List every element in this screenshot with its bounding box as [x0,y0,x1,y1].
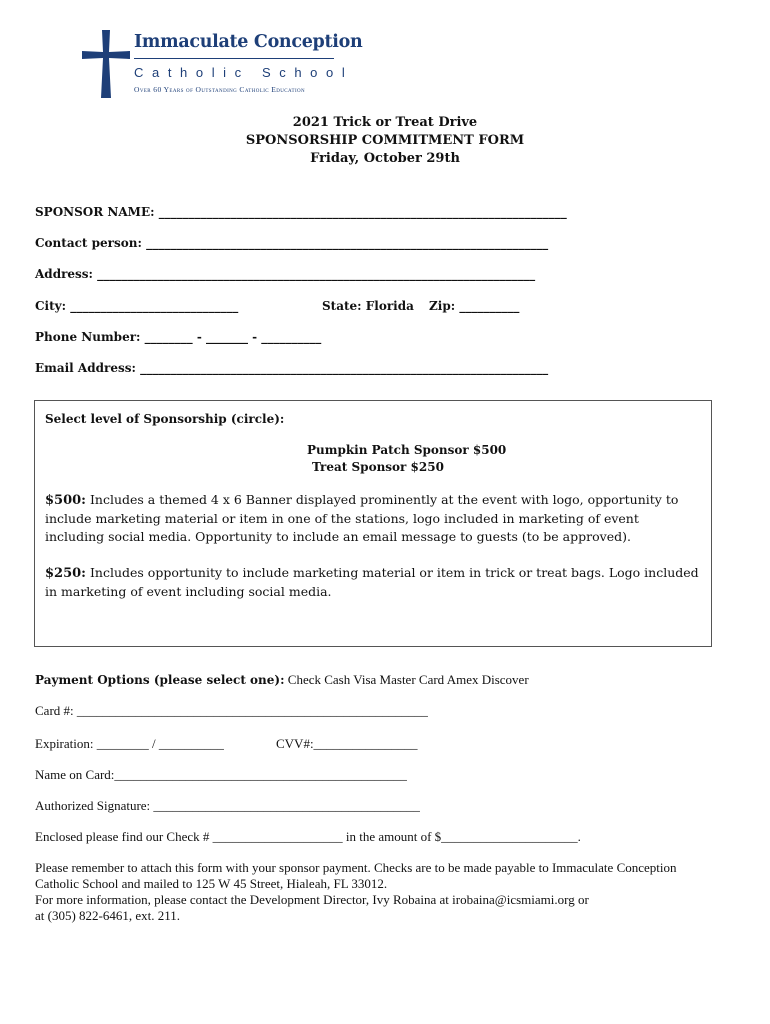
expiration-field[interactable]: Expiration: ________ / __________ [35,736,224,751]
logo-tagline: Over 60 Years of Outstanding Catholic Education [134,85,306,94]
note-line4: at (305) 822-6461, ext. 211. [35,908,181,923]
card-number-field[interactable]: Card #: ______________________________________________________ [35,703,428,718]
event-title: 2021 Trick or Treat Drive [292,115,478,130]
sponsorship-box-title: Select level of Sponsorship (circle): [45,412,285,426]
pumpkin-patch-sponsor-option[interactable]: Pumpkin Patch Sponsor $500 [307,443,507,457]
zip-field[interactable]: Zip: __________ [429,299,520,313]
desc-500-line1: Includes a themed 4 x 6 Banner displayed prominently at the event with logo, opportunity to [89,492,679,507]
cvv-field[interactable]: CVV#:________________ [276,736,418,751]
payment-options-list[interactable]: Check Cash Visa Master Card Amex Discover [287,672,529,687]
desc-250-line1: Includes opportunity to include marketing material or item in trick or treat bags. Logo included [89,565,699,580]
form-header [0,114,770,168]
treat-sponsor-option[interactable]: Treat Sponsor $250 [312,460,444,474]
event-date: Friday, October 29th [310,151,460,166]
logo-name: Immaculate Conception [134,32,363,52]
contact-person-field[interactable]: Contact person: ___________________________________________________________________ [35,236,549,250]
address-field[interactable]: Address: _________________________________________________________________________ [35,267,536,281]
instructions-note [35,860,735,924]
phone-field[interactable]: Phone Number: ________ - _______ - __________ [35,330,322,344]
desc-250-line2: in marketing of event including social media. [45,584,332,599]
desc-500-amount: $500: [45,493,86,508]
state-field: State: Florida [322,299,414,313]
logo-subtitle: Catholic School [134,65,354,80]
name-on-card-field[interactable]: Name on Card:_____________________________________________ [35,767,407,782]
desc-250-amount: $250: [45,566,86,581]
description-250 [45,564,705,601]
school-logo [82,30,363,100]
sponsorship-level-box [34,400,712,647]
desc-500-line3: including social media. Opportunity to include an email message to guests (to be approved). [45,529,631,544]
description-500 [45,491,705,546]
payment-options-label: Payment Options (please select one): [35,673,285,687]
check-enclosed-field[interactable]: Enclosed please find our Check # ____________________ in the amount of $_____________________. [35,829,581,844]
desc-500-line2: include marketing material or item in one of the stations, logo included in marketing of event [45,511,639,526]
city-field[interactable]: City: ____________________________ [35,299,239,313]
logo-divider [134,58,334,59]
note-line2: Catholic School and mailed to 125 W 45 Street, Hialeah, FL 33012. [35,876,388,891]
email-field[interactable]: Email Address: ____________________________________________________________________ [35,361,549,375]
signature-field[interactable]: Authorized Signature: _________________________________________ [35,798,420,813]
form-title: SPONSORSHIP COMMITMENT FORM [245,133,525,148]
note-line1: Please remember to attach this form with your sponsor payment. Checks are to be made payable to Immaculate Conception [35,860,677,875]
payment-options [35,672,529,688]
note-line3: For more information, please contact the Development Director, Ivy Robaina at irobaina@icsmiami.org or [35,892,589,907]
cross-icon [82,30,130,98]
sponsor-name-field[interactable]: SPONSOR NAME: ____________________________________________________________________ [35,205,567,219]
